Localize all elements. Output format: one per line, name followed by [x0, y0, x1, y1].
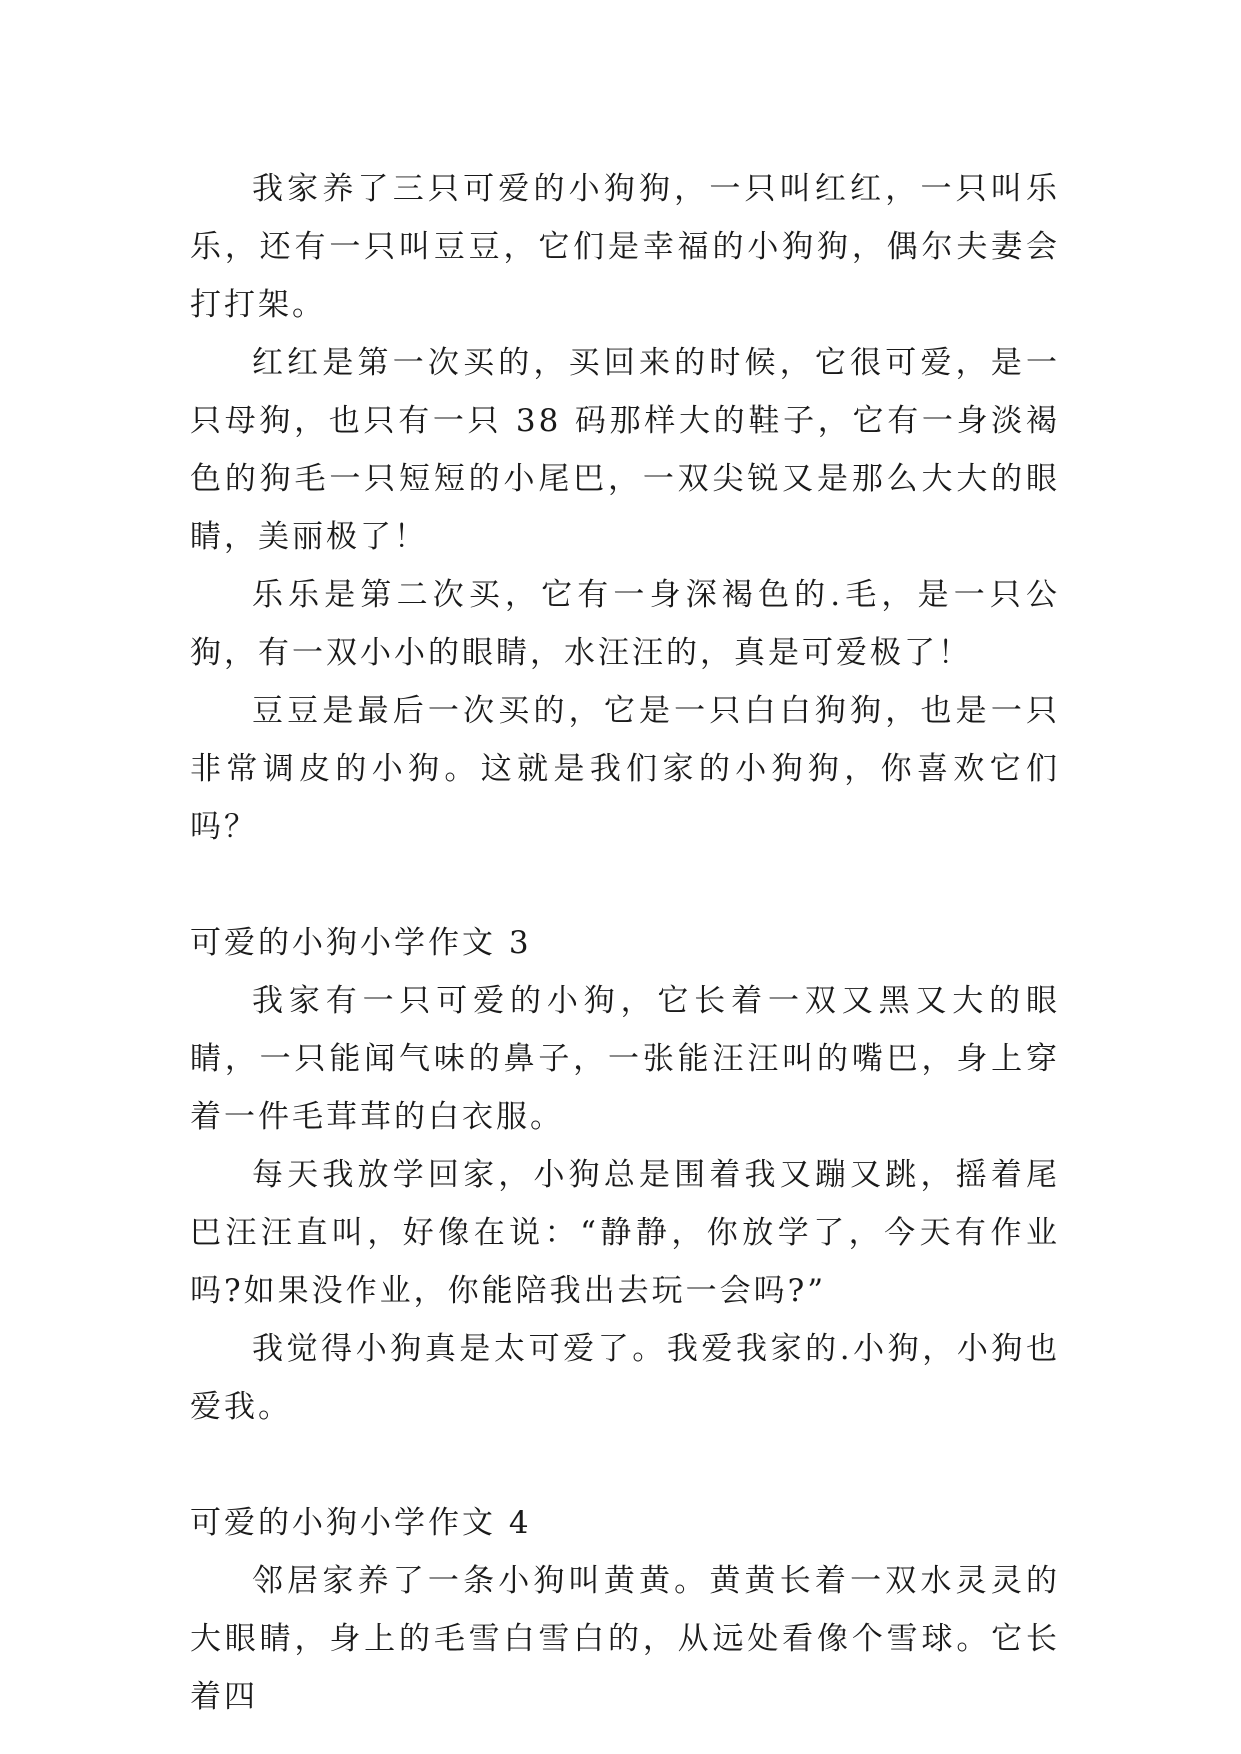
section-title: 可爱的小狗小学作文 3 — [190, 925, 532, 961]
section-title: 可爱的小狗小学作文 4 — [190, 1505, 532, 1541]
paragraph: 我家有一只可爱的小狗，它长着一双又黑又大的眼睛，一只能闻气味的鼻子，一张能汪汪叫的嘴巴，身上穿着一件毛茸茸的白衣服。 — [190, 983, 1060, 1135]
paragraph: 豆豆是最后一次买的，它是一只白白狗狗，也是一只非常调皮的小狗。这就是我们家的小狗狗，你喜欢它们吗？ — [190, 693, 1060, 845]
paragraph: 红红是第一次买的，买回来的时候，它很可爱，是一只母狗，也只有一只 38 码那样大的鞋子，它有一身淡褐色的狗毛一只短短的小尾巴，一双尖锐又是那么大大的眼睛，美丽极了！ — [190, 345, 1060, 555]
paragraph: 邻居家养了一条小狗叫黄黄。黄黄长着一双水灵灵的大眼睛，身上的毛雪白雪白的，从远处看像个雪球。它长着四 — [190, 1563, 1060, 1715]
paragraph: 我家养了三只可爱的小狗狗，一只叫红红，一只叫乐乐，还有一只叫豆豆，它们是幸福的小狗狗，偶尔夫妻会打打架。 — [190, 171, 1060, 323]
paragraph: 乐乐是第二次买，它有一身深褐色的.毛，是一只公狗，有一双小小的眼睛，水汪汪的，真是可爱极了！ — [190, 577, 1060, 671]
paragraph: 我觉得小狗真是太可爱了。我爱我家的.小狗，小狗也爱我。 — [190, 1331, 1060, 1425]
paragraph: 每天我放学回家，小狗总是围着我又蹦又跳，摇着尾巴汪汪直叫，好像在说：“静静，你放学了，今天有作业吗?如果没作业，你能陪我出去玩一会吗?” — [190, 1157, 1060, 1309]
document-body — [190, 160, 1060, 1726]
